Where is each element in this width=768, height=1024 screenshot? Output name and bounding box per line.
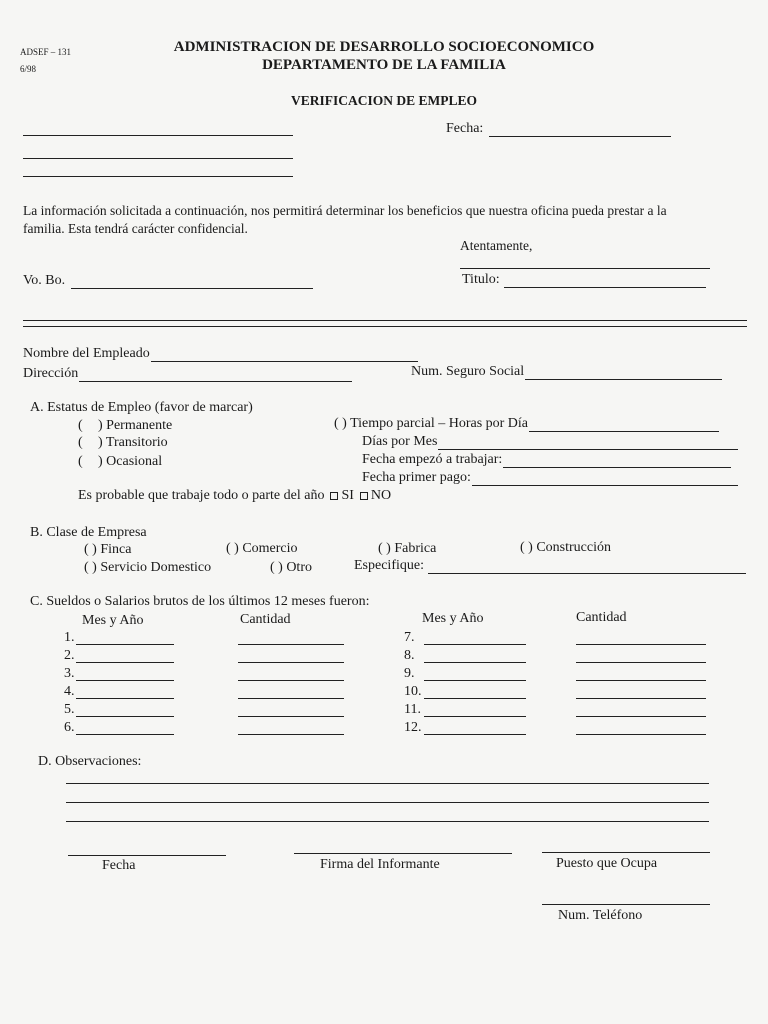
employee-name-row [23,346,418,362]
salary-row-number-left-6: 6. [64,720,75,735]
titulo-field[interactable] [504,274,706,288]
month-year-field-right-5[interactable] [424,716,526,717]
amount-field-left-3[interactable] [238,680,344,681]
addressee-line-2[interactable] [23,158,293,159]
telefono-caption: Num. Teléfono [558,908,643,923]
days-per-month-label: Días por Mes [362,434,438,449]
option-servicio-domestico[interactable]: ( ) Servicio Domestico [84,560,212,575]
first-payment-field[interactable] [472,472,738,486]
firma-signature-line[interactable] [294,853,512,854]
addressee-line-1[interactable] [23,135,293,136]
titulo-row [462,272,706,288]
option-otro[interactable]: ( ) Otro [270,560,312,575]
month-year-field-left-6[interactable] [76,734,174,735]
observations-line-2[interactable] [66,802,709,803]
amount-field-left-6[interactable] [238,734,344,735]
vobo-label: Vo. Bo. [23,273,66,288]
salary-row-number-right-6: 12. [404,720,422,735]
employee-name-field[interactable] [151,348,418,362]
addressee-line-3[interactable] [23,176,293,177]
fecha-signature-line[interactable] [68,855,226,856]
titulo-label: Titulo: [462,272,500,287]
department-title: DEPARTAMENTO DE LA FAMILIA [262,57,506,73]
amount-field-left-1[interactable] [238,644,344,645]
fecha-caption: Fecha [102,858,136,873]
year-question-row [78,488,391,504]
part-time-label[interactable]: ( ) Tiempo parcial – Horas por Día [334,416,529,431]
address-field[interactable] [79,368,352,382]
salary-row-number-left-2: 2. [64,648,75,663]
salary-row-number-right-3: 9. [404,666,415,681]
month-year-header-left: Mes y Año [82,613,144,628]
start-date-row [362,452,731,468]
vobo-field[interactable] [71,275,313,289]
agency-title: ADMINISTRACION DE DESARROLLO SOCIOECONOMICO [173,39,595,55]
telefono-line[interactable] [542,904,710,905]
salary-row-number-right-1: 7. [404,630,415,645]
signature-line[interactable] [460,268,710,269]
option-ocasional[interactable]: ( ) Ocasional [78,454,163,469]
amount-field-right-4[interactable] [576,698,706,699]
amount-field-right-6[interactable] [576,734,706,735]
amount-header-left: Cantidad [240,612,291,627]
month-year-field-left-5[interactable] [76,716,174,717]
month-year-field-left-3[interactable] [76,680,174,681]
form-code: ADSEF – 131 [20,47,72,57]
option-permanente[interactable]: ( ) Permanente [78,418,173,433]
vobo-row [23,273,313,289]
fecha-label: Fecha: [446,121,484,136]
month-year-field-right-6[interactable] [424,734,526,735]
section-b-title: B. Clase de Empresa [30,525,147,540]
amount-field-right-2[interactable] [576,662,706,663]
month-year-field-right-4[interactable] [424,698,526,699]
amount-header-right: Cantidad [576,610,627,625]
days-per-month-row [362,434,738,450]
no-label: NO [370,488,392,503]
section-c-title: C. Sueldos o Salarios brutos de los últimos 12 meses fueron: [30,594,370,609]
salary-row-number-right-4: 10. [404,684,422,699]
firma-caption: Firma del Informante [320,857,440,872]
intro-paragraph-line-1: La información solicitada a continuación, nos permitirá determinar los beneficios que nuestra oficina pueda prestar a la [23,203,667,218]
observations-line-3[interactable] [66,821,709,822]
section-d-title: D. Observaciones: [38,754,142,769]
yes-label: SI [341,488,354,503]
no-checkbox[interactable] [360,492,368,500]
option-fabrica[interactable]: ( ) Fabrica [378,541,437,556]
amount-field-left-2[interactable] [238,662,344,663]
ssn-label: Num. Seguro Social [411,364,525,379]
ssn-row [411,364,722,380]
fecha-field[interactable] [489,123,671,137]
month-year-field-right-1[interactable] [424,644,526,645]
salary-row-number-left-3: 3. [64,666,75,681]
option-transitorio[interactable]: ( ) Transitorio [78,435,168,450]
salary-row-number-right-2: 8. [404,648,415,663]
option-construccion[interactable]: ( ) Construcción [520,540,611,555]
especifique-label: Especifique: [354,558,424,573]
month-year-field-left-1[interactable] [76,644,174,645]
first-payment-label: Fecha primer pago: [362,470,471,485]
hours-per-day-field[interactable] [529,418,719,432]
first-payment-row [362,470,738,486]
salary-row-number-left-1: 1. [64,630,75,645]
employee-name-label: Nombre del Empleado [23,346,150,361]
month-year-field-left-2[interactable] [76,662,174,663]
option-finca[interactable]: ( ) Finca [84,542,132,557]
form-title: VERIFICACION DE EMPLEO [290,93,477,108]
amount-field-left-5[interactable] [238,716,344,717]
amount-field-right-1[interactable] [576,644,706,645]
month-year-field-left-4[interactable] [76,698,174,699]
address-row [23,366,352,382]
start-date-field[interactable] [503,454,731,468]
amount-field-right-5[interactable] [576,716,706,717]
amount-field-left-4[interactable] [238,698,344,699]
ssn-field[interactable] [525,366,722,380]
separator-bottom [23,326,747,327]
option-comercio[interactable]: ( ) Comercio [226,541,298,556]
separator-top [23,320,747,321]
month-year-header-right: Mes y Año [422,611,484,626]
part-time-row [334,416,719,432]
salary-row-number-left-4: 4. [64,684,75,699]
start-date-label: Fecha empezó a trabajar: [362,452,503,467]
especifique-row [354,558,746,574]
especifique-field[interactable] [428,560,746,574]
intro-paragraph-line-2: familia. Esta tendrá carácter confidencial. [23,221,248,236]
yes-checkbox[interactable] [330,492,338,500]
fecha-row [446,121,671,137]
salary-row-number-right-5: 11. [404,702,421,717]
days-per-month-field[interactable] [438,436,738,450]
puesto-caption: Puesto que Ocupa [556,856,658,871]
address-label: Dirección [23,366,79,381]
month-year-field-right-2[interactable] [424,662,526,663]
section-a-title: A. Estatus de Empleo (favor de marcar) [30,400,253,415]
month-year-field-right-3[interactable] [424,680,526,681]
amount-field-right-3[interactable] [576,680,706,681]
form-date: 6/98 [20,64,37,74]
atentamente: Atentamente, [460,238,533,253]
observations-line-1[interactable] [66,783,709,784]
year-question: Es probable que trabaje todo o parte del año [78,488,325,503]
puesto-signature-line[interactable] [542,852,710,853]
salary-row-number-left-5: 5. [64,702,75,717]
